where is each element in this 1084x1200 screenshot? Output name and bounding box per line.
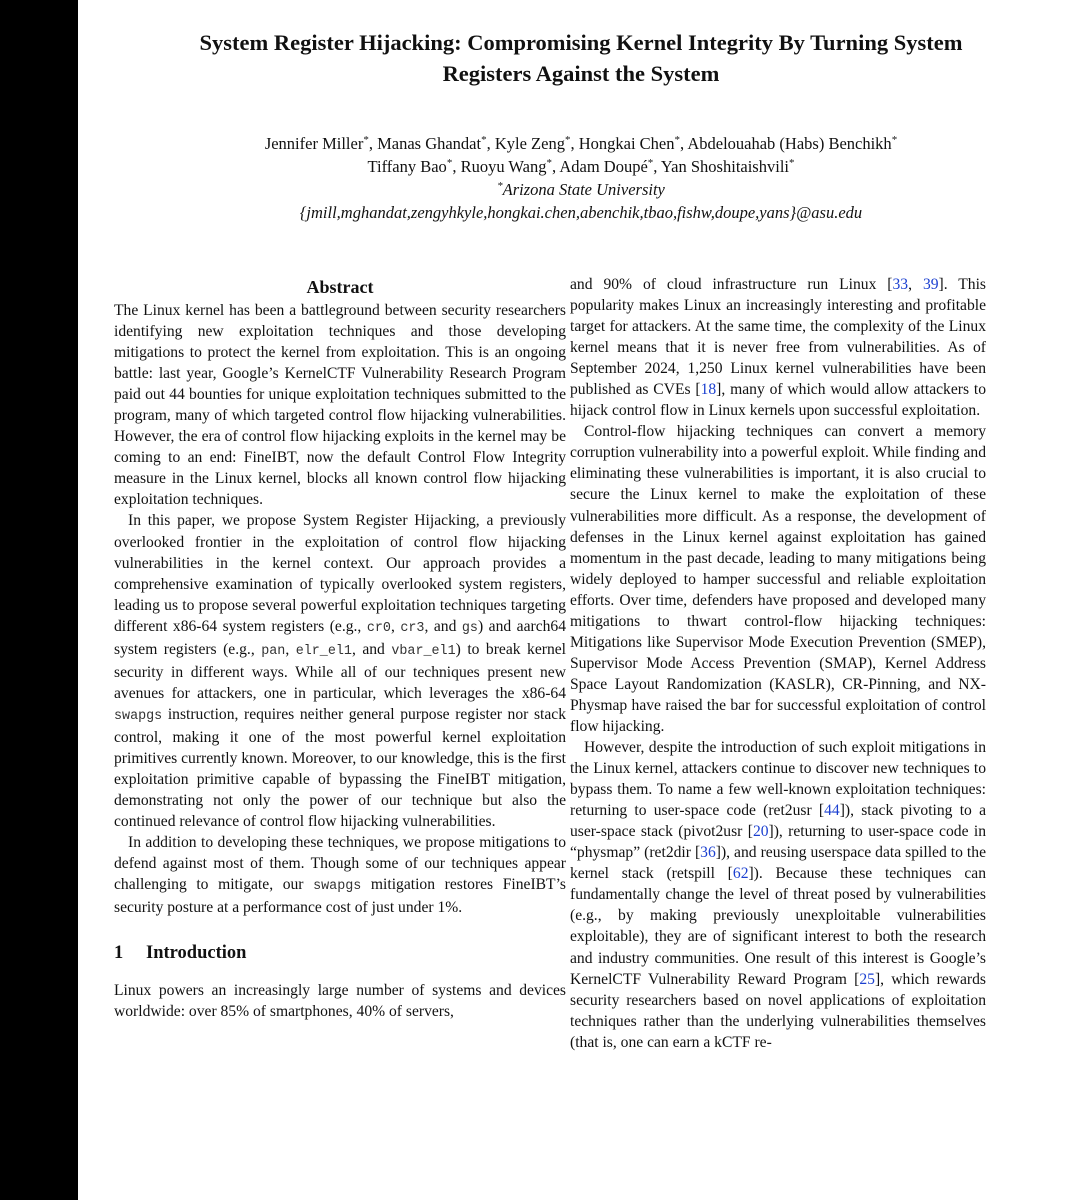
author-name: Tiffany Bao (367, 157, 447, 176)
code-inline: gs (461, 620, 478, 636)
affiliation-marker: * (788, 157, 795, 169)
intro-paragraph-1: Linux powers an increasingly large number of systems and devices worldwide: over 85% of smartphones, 40% of servers, (114, 982, 566, 1021)
author-name: Ruoyu Wang (460, 157, 547, 176)
affiliation-marker: * (647, 157, 654, 169)
affiliation: *Arizona State University (497, 180, 665, 199)
title-line-2: Registers Against the System (442, 61, 720, 86)
affiliation-marker: * (564, 134, 571, 146)
affiliation-marker: * (446, 157, 453, 169)
author-name: Manas Ghandat (377, 134, 482, 153)
code-inline: cr3 (400, 620, 425, 636)
code-inline: swapgs (313, 879, 362, 895)
section-title: Introduction (146, 943, 247, 964)
left-column (114, 274, 566, 1022)
citation-link[interactable]: 20 (752, 823, 769, 841)
author-name: Abdelouahab (Habs) Benchikh (687, 134, 892, 153)
right-paragraph-1: and 90% of cloud infrastructure run Linux [33, 39]. This popularity makes Linux an increasingly interesting and profitable target for attackers. At the same time, the complexity of the Linux kernel means that it is never free from vulnerabilities. As of September 2024, 1,250 Linux kernel vulnerabilities have been published as CVEs [18], many of which would allow attackers to hijack control flow in Linux kernels upon successful exploitation. (570, 276, 986, 420)
affiliation-marker: * (674, 134, 680, 146)
affiliation-marker: * (363, 134, 369, 146)
author-line-1: Jennifer Miller*, Manas Ghandat*, Kyle Zeng*, Hongkai Chen*, Abdelouahab (Habs) Benchikh* (264, 134, 898, 153)
author-name: Kyle Zeng (494, 134, 565, 153)
abstract-paragraph-1: The Linux kernel has been a battleground between security researchers identifying new exploitation techniques and those developing mitigations to protect the kernel from exploitation. This is an ongoing battle: last year, Google’s KernelCTF Vulnerability Research Program paid out 44 bounties for unique exploitation techniques submitted to the program, many of which targeted control flow hijacking vulnerabilities. However, the era of control flow hijacking exploits in the kernel may be coming to an end: FineIBT, now the default Control Flow Integrity measure in the Linux kernel, blocks all known control flow hijacking exploitation techniques. (114, 302, 566, 509)
citation-link[interactable]: 62 (732, 865, 749, 883)
author-line-2: Tiffany Bao*, Ruoyu Wang*, Adam Doupé*, Yan Shoshitaishvili* (367, 157, 795, 176)
author-emails: {jmill,mghandat,zengyhkyle,hongkai.chen,abenchik,tbao,fishw,doupe,yans}@asu.edu (299, 203, 863, 222)
code-inline: vbar_el1 (391, 643, 456, 659)
citation-link[interactable]: 33 (892, 276, 909, 293)
right-paragraph-3: However, despite the introduction of such exploit mitigations in the Linux kernel, attackers continue to discover new techniques to bypass them. To name a few well-known exploitation techniques: returning to user-space code (ret2usr [44]), stack pivoting to a user-space stack (pivot2usr [20]), returning to user-space code in “physmap” (ret2dir [36]), and reusing userspace data spilled to the kernel stack (retspill [62]). Because these techniques can fundamentally change the level of threat posed by vulnerabilities (e.g., by making previously unexploitable vulnerabilities exploitable), they are of significant interest to both the research and industry communities. One result of this interest is Google’s KernelCTF Vulnerability Reward Program [25], which rewards security researchers based on novel applications of exploitation techniques rather than the underlying vulnerabilities themselves (that is, one can earn a kCTF re- (570, 739, 986, 1051)
author-name: Jennifer Miller (264, 134, 364, 153)
right-paragraph-2: Control-flow hijacking techniques can convert a memory corruption vulnerability into a powerful exploit. While finding and eliminating these vulnerabilities is important, it is also crucial to secure the Linux kernel to make the exploitation of these vulnerabilities more difficult. As a response, the development of defenses in the Linux kernel against exploitation has gained momentum in the past decade, leading to many mitigations being widely deployed to hamper successful and reliable exploitation efforts. Over time, defenders have proposed and developed many mitigations to thwart control-flow hijacking techniques: Mitigations like Supervisor Mode Execution Prevention (SMEP), Supervisor Mode Access Prevention (SMAP), Kernel Address Space Layout Randomization (KASLR), CR-Pinning, and NX-Physmap have raised the bar for successful exploitation of control flow hijacking. (570, 423, 986, 735)
code-inline: cr0 (366, 620, 391, 636)
citation-link[interactable]: 39 (922, 276, 939, 293)
citation-link[interactable]: 18 (700, 381, 717, 399)
code-inline: pan (261, 643, 286, 659)
affiliation-marker: * (481, 134, 487, 146)
abstract-heading: Abstract (306, 277, 374, 297)
affiliation-marker: * (497, 180, 503, 192)
author-name: Yan Shoshitaishvili (660, 157, 789, 176)
citation-link[interactable]: 25 (859, 970, 875, 988)
abstract-paragraph-3: In addition to developing these techniques, we propose mitigations to defend against most of them. Though some of our techniques appear challenging to mitigate, our swapgs mitigation restores FineIBT’s security posture at a performance cost of just under 1%. (114, 834, 566, 917)
paper-page (78, 0, 1084, 1200)
code-inline: swapgs (114, 708, 163, 724)
abstract-paragraph-2: In this paper, we propose System Register Hijacking, a previously overlooked frontier in the exploitation of control flow hijacking vulnerabilities in the kernel context. Our approach provides a comprehensive examination of typically overlooked system registers, leading us to propose several powerful exploitation techniques targeting different x86-64 system registers (e.g., cr0, cr3, and gs) and aarch64 system registers (e.g., pan, elr_el1, and vbar_el1) to break kernel security in different ways. While all of our techniques present new avenues for attackers, one in particular, which leverages the x86-64 swapgs instruction, requires neither general purpose register nor stack control, making it one of the most powerful kernel exploitation primitives currently known. Moreover, to our knowledge, this is the first exploitation primitive capable of bypassing the FineIBT mitigation, demonstrating not only the power of our technique but also the continued relevance of control flow hijacking vulnerabilities. (114, 512, 567, 831)
citation-link[interactable]: 36 (700, 844, 716, 862)
author-name: Adam Doupé (559, 157, 648, 176)
section-heading-introduction (114, 940, 566, 966)
author-block (78, 132, 1084, 224)
affiliation-marker: * (546, 157, 552, 169)
paper-title (78, 27, 1084, 89)
affiliation-marker: * (891, 134, 898, 146)
code-inline: elr_el1 (295, 643, 352, 659)
right-column (570, 274, 986, 1053)
section-number: 1 (114, 943, 124, 964)
citation-link[interactable]: 44 (824, 802, 840, 820)
title-line-1: System Register Hijacking: Compromising Kernel Integrity By Turning System (199, 30, 963, 55)
author-name: Hongkai Chen (578, 134, 675, 153)
